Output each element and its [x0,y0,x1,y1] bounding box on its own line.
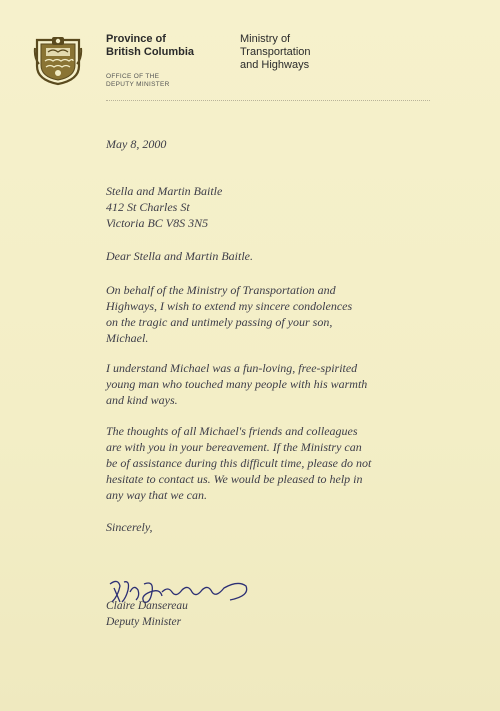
ministry-line-2: Transportation [240,46,311,58]
province-line-1: Province of [106,33,166,45]
paragraph-line: The thoughts of all Michael's friends and colleagues [106,424,358,438]
bc-coat-of-arms-logo [33,34,83,86]
closing: Sincerely, [106,520,153,534]
paragraph-line: any way that we can. [106,488,207,502]
paragraph-line: are with you in your bereavement. If the Ministry can [106,440,362,454]
ministry-line-3: and Highways [240,59,310,71]
office-line-2: DEPUTY MINISTER [106,81,170,88]
paragraph-line: and kind ways. [106,393,178,407]
office-of-deputy-minister [106,73,170,89]
address-line: 412 St Charles St [106,200,190,214]
ministry-name [240,33,311,72]
paragraph-line: young man who touched many people with his warmth [106,377,368,391]
paragraph-line: I understand Michael was a fun-loving, free-spirited [106,361,358,375]
body-paragraph-2 [106,360,367,408]
province-name [106,33,194,59]
paragraph-line: on the tragic and untimely passing of your son, [106,315,333,329]
paragraph-line: be of assistance during this difficult time, please do not [106,456,372,470]
paragraph-line: hesitate to contact us. We would be pleased to help in [106,472,363,486]
letter-date: May 8, 2000 [106,137,167,151]
recipient-address [106,183,222,231]
province-line-2: British Columbia [106,46,195,58]
signer-name: Claire Dansereau [106,600,188,612]
address-line: Victoria BC V8S 3N5 [106,216,209,230]
salutation: Dear Stella and Martin Baitle. [106,249,253,263]
signer-title: Deputy Minister [106,616,182,628]
body-paragraph-3 [106,423,371,503]
letterhead-divider [106,100,430,101]
paragraph-line: Highways, I wish to extend my sincere condolences [106,299,353,313]
office-line-1: OFFICE OF THE [106,73,160,80]
paragraph-line: Michael. [106,331,149,345]
body-paragraph-1 [106,282,352,346]
address-line: Stella and Martin Baitle [106,184,223,198]
ministry-line-1: Ministry of [240,33,291,45]
paragraph-line: On behalf of the Ministry of Transportation and [106,283,336,297]
